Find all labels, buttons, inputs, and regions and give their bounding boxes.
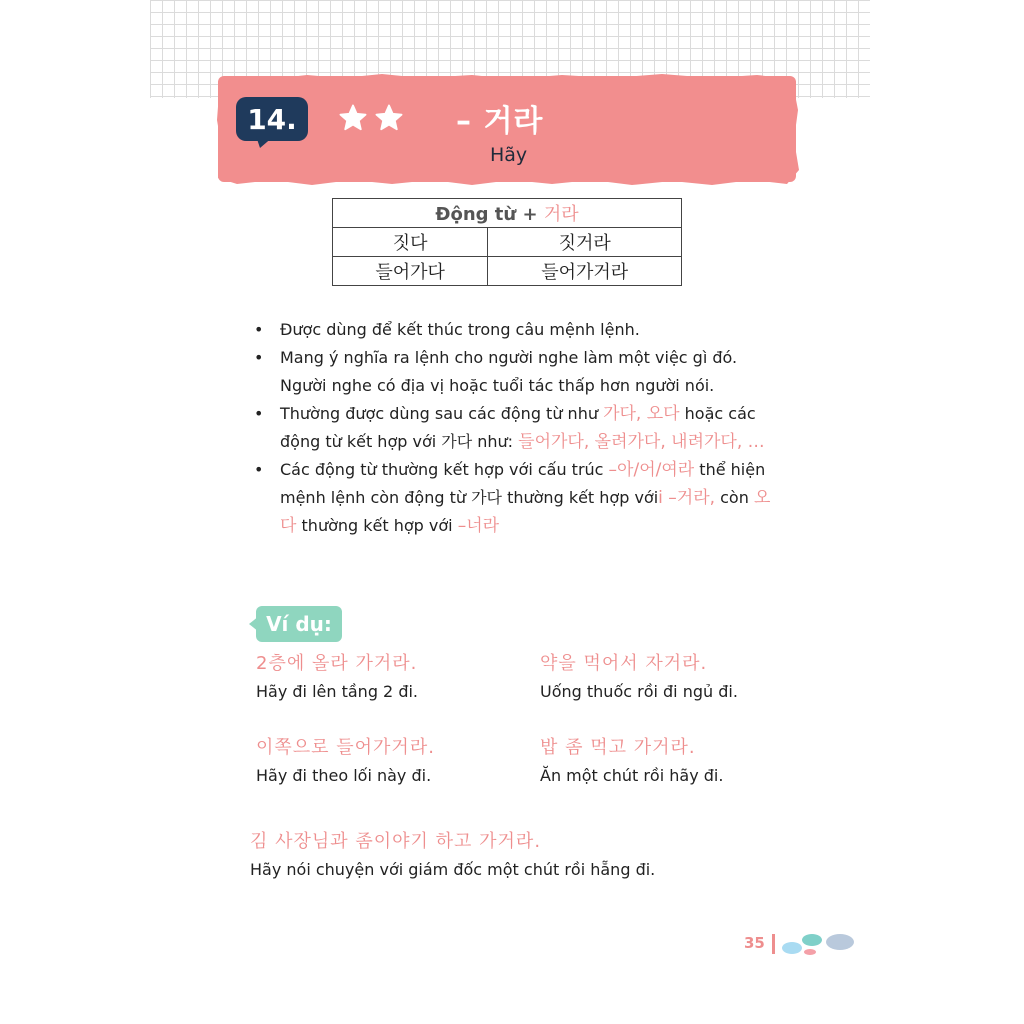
example-item [256,650,418,706]
note-korean: 들어가다, 올려가다, 내려가다, … [518,432,765,452]
table-cell-result: 들어가거라 [488,257,682,286]
note-korean: –아/어/여라 [608,460,695,480]
difficulty-stars [338,103,404,133]
lesson-number-badge [236,97,308,141]
example-vietnamese: Hãy nói chuyện với giám đốc một chút rồi hẵng đi. [250,860,656,879]
note-text: thể hiện mệnh lệnh còn động từ 가다 thường kết hợp với [280,460,766,507]
example-korean: 이쪽으로 들어가거라. [256,737,435,758]
examples-label [256,606,342,642]
example-item [540,734,723,790]
note-text: Thường được dùng sau các động từ như [280,404,604,423]
note-korean: –너라 [457,516,500,536]
usage-notes [252,316,782,540]
grammar-pattern: – 거라 [456,104,544,139]
grammar-meaning: Hãy [490,144,528,166]
page-number-bar [772,934,775,954]
note-text: Được dùng để kết thúc trong câu mệnh lệnh. [280,320,640,339]
table-header [333,199,682,228]
example-vietnamese: Hãy đi lên tầng 2 đi. [256,682,419,701]
example-korean: 김 사장님과 좀이야기 하고 가거라. [250,831,542,852]
table-cell-base: 짓다 [333,228,488,257]
note-text: Mang ý nghĩa ra lệnh cho người nghe làm một việc gì đó. Người nghe có địa vị hoặc tuổi tác thấp hơn người nói. [280,348,738,395]
table-header-text: Động từ + [435,204,544,225]
example-korean: 2층에 올라 가거라. [256,653,418,674]
table-header-row [333,199,682,228]
usage-note [252,316,782,344]
page-number: 35 [744,934,765,952]
star-icon [374,103,404,133]
example-vietnamese: Uống thuốc rồi đi ngủ đi. [540,682,738,701]
note-text: còn [715,488,754,507]
table-row [333,228,682,257]
lesson-number: 14. [247,102,297,136]
table-header-suffix: 거라 [543,204,579,225]
note-korean: 가다, 오다 [603,404,680,424]
usage-note [252,400,782,456]
note-text: thường kết hợp với [296,516,458,535]
star-icon [338,103,368,133]
conjugation-table [332,198,682,286]
usage-note [252,456,782,540]
table-cell-result: 짓거라 [488,228,682,257]
example-vietnamese: Hãy đi theo lối này đi. [256,766,432,785]
table-row [333,257,682,286]
example-item [256,734,435,790]
examples-label-text: Ví dụ: [266,612,332,636]
example-item [250,828,655,884]
note-text: Các động từ thường kết hợp với cấu trúc [280,460,609,479]
cloud-decoration-icon [780,928,860,962]
example-item [540,650,738,706]
example-korean: 약을 먹어서 자거라. [540,653,708,674]
badge-tail [256,136,276,150]
usage-note [252,344,782,400]
note-korean: i –거라, [658,488,716,508]
example-vietnamese: Ăn một chút rồi hãy đi. [540,766,724,785]
note-text: hoặc các động từ kết hợp với 가다 như: [280,404,756,451]
table-cell-base: 들어가다 [333,257,488,286]
note-korean: 오다 [280,488,771,536]
example-korean: 밥 좀 먹고 가거라. [540,737,696,758]
